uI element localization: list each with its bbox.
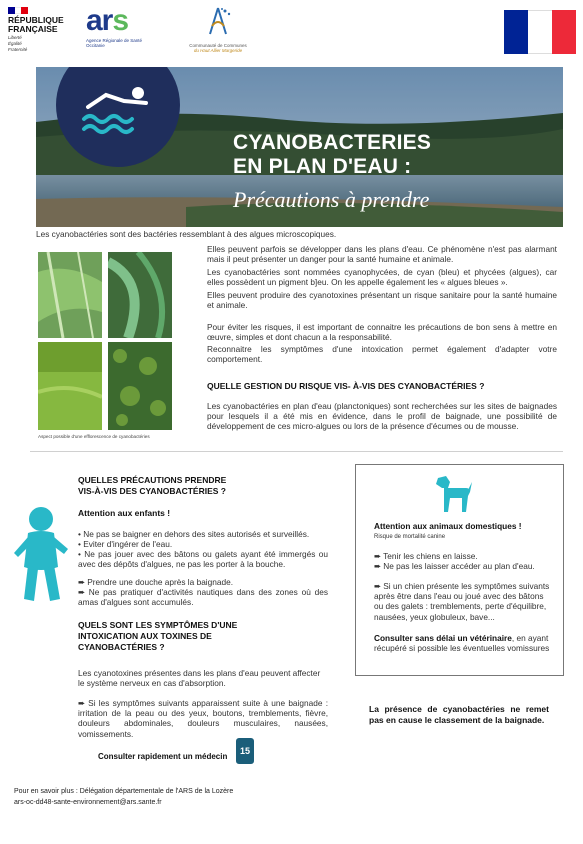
banner [36, 67, 563, 227]
cyanobacteria-photo-1 [38, 252, 102, 338]
phone-15-icon: 15 [236, 738, 254, 764]
dog-icon [432, 474, 472, 512]
animals-line-2: ➨ Ne pas les laisser accéder au plan d'eau. [374, 561, 535, 571]
intro-p1: Elles peuvent parfois se développer dans les plans d'eau. Ce phénomène n'est pas alarmant mais il peut présenter un danger pour la santé humaine et animale. [207, 244, 557, 265]
symptoms-heading-1: QUELS SONT LES SYMPTÔMES D'UNE [78, 620, 238, 630]
marianne-flag-icon [8, 7, 28, 14]
ars-subtitle-2: Occitanie [86, 43, 105, 48]
community-emblem-icon [198, 6, 238, 36]
banner-title [233, 131, 431, 179]
ars-logo [86, 6, 166, 50]
animals-title: Attention aux animaux domestiques ! [374, 521, 522, 531]
french-flag-icon [504, 10, 576, 54]
precaution-arrow-1: ➨ Prendre une douche après la baignade. [78, 577, 234, 587]
intro-p2: Les cyanobactéries sont nommées cyanophycées, de cyan (bleu) et phycées (algues), car elles possèdent un pigment b]eu. On les appelle également les « algues bleues ». [207, 267, 557, 288]
symptoms-heading-3: CYANOBACTÉRIES ? [78, 642, 165, 652]
cyanobacteria-photo-2 [108, 252, 172, 338]
animals-line-3: ➨ Si un chien présente les symptômes suivants après être dans l'eau ou joué avec des bâtons ou des galets : tremblements, perte d'équilibre, nausées, yeux globuleux, bave... [374, 581, 550, 622]
precaution-arrow-2: ➨ Ne pas pratiquer d'activités nautiques dans des zones où des amas d'algues sont accumulés. [78, 587, 328, 608]
banner-title-line-2: EN PLAN D'EAU : [233, 155, 412, 178]
animals-line-1: ➨ Tenir les chiens en laisse. [374, 551, 478, 561]
rf-motto-1: Liberté [8, 35, 22, 40]
cyanobacteria-photo-3 [38, 342, 102, 430]
toddler-icon [12, 505, 70, 605]
gestion-heading: QUELLE GESTION DU RISQUE VIS- À-VIS DES CYANOBACTÉRIES ? [207, 381, 485, 391]
precautions-heading-2: VIS-À-VIS DES CYANOBACTÉRIES ? [78, 486, 226, 496]
gestion-text: Les cyanobactéries en plan d'eau (planctoniques) sont recherchées sur les sites de baignades pour lesquels il a été mis en évidence, dans le profil de baignade, une possibilité de développement de ces micro-algues ou lors de la présence d'écumes ou de mousse. [207, 401, 557, 432]
republique-francaise-logo [8, 7, 80, 52]
intro-p4: Pour éviter les risques, il est important de connaitre les précautions de bon sens à mettre en œuvre, simples et dont chacun a la responsabilité. [207, 322, 557, 343]
ars-word-main: ar [86, 4, 113, 37]
precautions-heading [78, 475, 298, 497]
page-header [0, 0, 583, 62]
precaution-bullet-2: • Eviter d'ingérer de l'eau. [78, 539, 173, 549]
animals-vet [374, 633, 554, 653]
rf-title-2: FRANÇAISE [8, 24, 58, 34]
rf-motto-3: Fraternité [8, 47, 28, 52]
precaution-bullet-1: • Ne pas se baigner en dehors des sites autorisés et surveillés. [78, 529, 310, 539]
precautions-heading-1: QUELLES PRÉCAUTIONS PRENDRE [78, 475, 227, 485]
rf-title-1: RÉPUBLIQUE [8, 15, 64, 25]
symptoms-heading-2: INTOXICATION AUX TOXINES DE [78, 631, 212, 641]
footer-email: ars-oc-dd48-sante-environnement@ars.sante.fr [14, 799, 162, 806]
animals-vet-rest: , en ayant récupéré si possible les éventuelles vomissures [374, 633, 550, 654]
banner-title-line-1: CYANOBACTERIES [233, 131, 432, 154]
children-warning: Attention aux enfants ! [78, 508, 171, 518]
precaution-bullet-3: • Ne pas jouer avec des bâtons ou galets ayant été immergés ou avec des dépôts d'algues, ne pas les porter à la bouche. [78, 549, 328, 570]
community-logo [186, 6, 250, 53]
photo-caption: Aspect possible d'une efflorescence de cyanobactéries [38, 434, 150, 439]
intro-p5: Reconnaitre les symptômes d'une intoxication permet également d'adapter votre comportement. [207, 344, 557, 365]
animals-vet-bold: Consulter sans délai un vétérinaire [374, 633, 512, 643]
footer-line-1: Pour en savoir plus : Délégation départementale de l'ARS de la Lozère [14, 788, 234, 795]
symptoms-p2: ➨ Si les symptômes suivants apparaissent suite à une baignade : irritation de la peau ou des yeux, boutons, tremblements, fièvre, douleurs abdominales, douleurs musculaires, nausées, vomissements. [78, 698, 328, 739]
cyanobacteria-photo-4 [108, 342, 172, 430]
rf-motto-2: Égalité [8, 41, 22, 46]
section-divider [30, 451, 563, 452]
banner-subtitle: Précautions à prendre [233, 187, 430, 212]
community-name-2: du Haut Allier Margeride [193, 48, 243, 53]
intro-p3: Elles peuvent produire des cyanotoxines présentant un risque sanitaire pour la santé humaine et animale. [207, 290, 557, 311]
consult-doctor: Consulter rapidement un médecin [98, 752, 228, 761]
classification-note: La présence de cyanobactéries ne remet pas en cause le classement de la baignade. [369, 704, 549, 725]
community-name-1: Communauté de Communes [189, 43, 247, 48]
symptoms-heading [78, 620, 318, 653]
symptoms-p1: Les cyanotoxines présentes dans les plans d'eau peuvent affecter le système nerveux en cas d'absorption. [78, 668, 321, 689]
animals-subtitle: Risque de mortalité canine [374, 534, 446, 540]
intro-lead: Les cyanobactéries sont des bactéries ressemblant à des algues microscopiques. [36, 229, 337, 239]
ars-subtitle-1: Agence Régionale de Santé [86, 38, 143, 43]
ars-word-accent: s [112, 4, 129, 37]
